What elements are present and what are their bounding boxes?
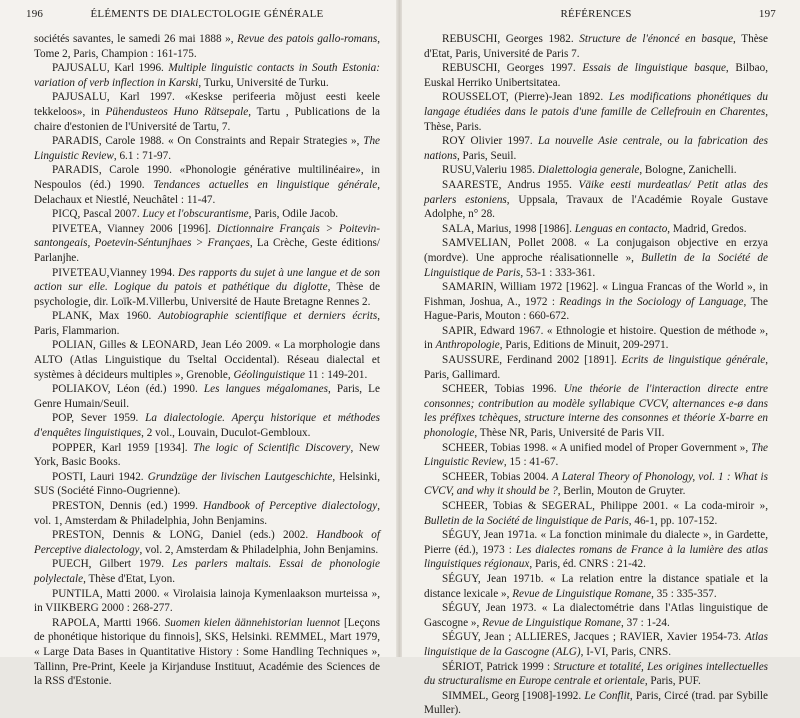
reference-text: , I-VI, Paris, CNRS.	[580, 645, 672, 658]
reference-title: Bulletin de la Société de linguistique de Paris	[424, 514, 629, 527]
reference-entry	[424, 280, 768, 324]
reference-entry	[424, 630, 768, 659]
reference-author: SÉGUY, Jean 1973.	[442, 602, 542, 615]
left-running-title: ÉLÉMENTS DE DIALECTOLOGIE GÉNÉRALE	[90, 8, 324, 20]
left-page-number: 196	[26, 8, 44, 20]
reference-title: Ecrits de linguistique générale	[621, 354, 766, 367]
reference-text: « On Constraints and Repair Strategies »,	[168, 135, 364, 148]
reference-author: SAARESTE, Andrus 1955.	[442, 178, 579, 191]
reference-author: SAMVELIAN, Pollet 2008.	[442, 237, 584, 250]
reference-entry	[424, 90, 768, 134]
reference-author: REBUSCHI, Georges 1997.	[442, 62, 583, 75]
reference-author: SÉRIOT, Patrick 1999 :	[442, 660, 554, 673]
reference-text: , 53-1 : 333-361.	[520, 266, 596, 279]
reference-text: , Bologne, Zanichelli.	[639, 164, 737, 177]
reference-title: Les modifications phonétiques du langage étudiées dans le patois d'une famille de Cellefrouin en Charentes	[424, 91, 768, 118]
reference-entry	[424, 660, 768, 689]
reference-title: A Lateral Theory of Phonology, vol. 1 : What is CVCV, and why it should be ?	[424, 470, 768, 498]
reference-author: RAPOLA, Martti 1966.	[52, 616, 165, 629]
reference-text: , Paris, Gallimard.	[424, 354, 768, 381]
reference-text: , Thèse de psychologie, dir. Loïk-M.Villerbu, Université de Haute Bretagne Rennes 2.	[34, 281, 380, 308]
reference-author: RUSU,Valeriu 1985.	[442, 164, 538, 177]
reference-title: Lucy et l'obscurantisme	[142, 208, 249, 221]
reference-title: Suomen kielen äännehistorian luennot	[164, 616, 340, 629]
reference-text: , Thèse d'Etat, Paris, Université de Paris 7.	[424, 33, 768, 60]
reference-title: Structure et totalité, Les origines intellectuelles du structuralisme en Europe centrale et orientale	[424, 660, 769, 688]
reference-text: , Berlin, Mouton de Gruyter.	[557, 485, 686, 498]
right-running-head	[424, 8, 776, 26]
reference-title: Readings in the Sociology of Language	[559, 295, 744, 308]
reference-text: , Thèse d'Etat, Lyon.	[83, 572, 175, 585]
reference-title: Handbook of Perceptive dialectology	[34, 529, 381, 556]
reference-text: « La fonction minimale du dialecte », in Gardette, Pierre (éd.), 1973 :	[424, 529, 768, 556]
reference-title: Les langues mégalomanes	[203, 383, 328, 396]
reference-title: Les parlers maltais. Essai de phonologie polylectale	[34, 558, 381, 585]
left-reference-list	[34, 32, 380, 689]
reference-text: , 46-1, pp. 107-152.	[628, 514, 718, 527]
reference-author: SCHEER, Tobias 2004.	[442, 470, 552, 483]
reference-entry	[424, 134, 768, 163]
reference-text: , Paris, Seuil.	[456, 149, 517, 162]
reference-title: Une théorie de l'interaction directe entre consonnes; contribution au modèle syllabique CVCV, alternances e-ø dans les préfixes tchèques, structure interne des consonnes et théorie X-barre en phonologie	[424, 383, 769, 440]
reference-text: , Paris, Editions de Minuit, 209-2971.	[499, 339, 669, 352]
reference-entry	[424, 353, 768, 382]
reference-author: SÉGUY, Jean 1971a.	[442, 529, 541, 542]
reference-text: , The Hague-Paris, Mouton : 660-672.	[424, 295, 768, 323]
reference-text: , Bilbao, Euskal Herriko Unibertsitatea.	[424, 62, 768, 89]
reference-author: SÉGUY, Jean 1971b.	[442, 572, 550, 585]
reference-entry	[34, 528, 380, 557]
reference-text: «Keskse perifeeria mõjust eesti keele tekkeloos», in	[34, 91, 380, 118]
reference-author: SCHEER, Tobias & SEGERAL, Philippe 2001.	[442, 500, 674, 512]
reference-text: « La dialectométrie dans l'Atlas linguistique de Gascogne »,	[424, 602, 768, 629]
reference-entry	[34, 411, 380, 440]
reference-author: POPPER, Karl 1959 [1934].	[52, 441, 194, 454]
right-page-number: 197	[758, 8, 776, 20]
reference-author: PUECH, Gilbert 1979.	[52, 558, 172, 571]
reference-title: La dialectologie. Aperçu historique et méthodes d'enquêtes linguistiques	[34, 412, 380, 440]
reference-entry	[34, 309, 380, 338]
reference-author: POLIAN, Gilles & LEONARD, Jean Léo 2009.	[52, 339, 275, 352]
reference-entry	[424, 222, 768, 237]
reference-entry	[34, 338, 380, 382]
reference-author: SAMARIN, William 1972 [1962].	[442, 281, 603, 294]
reference-author: PIVETEAU,Vianney 1994.	[52, 266, 178, 279]
reference-entry	[34, 90, 380, 134]
reference-text: , 15 : 41-67.	[503, 456, 559, 469]
reference-entry	[424, 178, 768, 222]
left-running-head	[26, 8, 380, 26]
right-running-title: RÉFÉRENCES	[560, 8, 632, 20]
reference-text: «Phonologie générative multilinéaire», in Nespoulos (éd.) 1990.	[34, 164, 380, 191]
reference-text: , 35 : 335-357.	[651, 587, 717, 600]
reference-author: SIMMEL, Georg [1908]-1992.	[442, 689, 585, 702]
reference-title: Structure de l'énoncé en basque	[579, 33, 734, 45]
reference-entry	[34, 163, 380, 207]
reference-title: Anthropologie	[435, 339, 500, 352]
reference-text: , Helsinki, SUS (Société Finno-Ougrienne).	[34, 470, 380, 498]
reference-title: Les dialectes romans de France à la lumière des atlas linguistiques régionaux	[424, 543, 768, 571]
reference-title: Atlas linguistique de la Gascogne (ALG)	[424, 631, 768, 658]
reference-title: Lenguas en contacto	[574, 222, 668, 235]
reference-text: , vol. 1, Amsterdam & Philadelphia, John Benjamins.	[34, 500, 380, 527]
reference-title: The logic of Scientific Discovery	[193, 441, 351, 454]
reference-author: POLIAKOV, Léon (éd.) 1990.	[52, 383, 204, 396]
reference-author: SAPIR, Edward 1967.	[442, 324, 547, 337]
reference-entry	[424, 689, 768, 718]
right-page	[402, 0, 800, 717]
reference-author: ROY Olivier 1997.	[442, 135, 539, 148]
reference-text: « La coda-miroir »,	[673, 500, 768, 512]
right-reference-list	[424, 32, 768, 718]
reference-entry	[424, 324, 768, 353]
reference-entry	[34, 499, 380, 528]
reference-title: Handbook of Perceptive dialectology	[203, 500, 378, 512]
reference-author: SALA, Marius, 1998 [1986].	[442, 222, 575, 235]
reference-title: Le Conflit	[584, 689, 630, 702]
reference-text: , 2 vol., Louvain, Duculot-Gembloux.	[141, 427, 311, 440]
reference-title: Revue de Linguistique Romane	[482, 616, 621, 629]
reference-author: PICQ, Pascal 2007.	[52, 208, 143, 221]
reference-text: « Virolaisia lainoja Kymenlaakson murteissa », in VIIKBERG 2000 : 268-277.	[34, 587, 381, 615]
reference-author: PAJUSALU, Karl 1996.	[52, 62, 169, 75]
reference-title: Pühendusteos Huno Rätsepale	[105, 105, 249, 118]
reference-entry	[34, 470, 380, 499]
reference-entry	[34, 207, 380, 222]
reference-author: POP, Sever 1959.	[52, 412, 146, 425]
reference-entry	[34, 32, 380, 61]
reference-text: , Madrid, Gredos.	[667, 222, 747, 235]
reference-author: ROUSSELOT, (Pierre)-Jean 1892.	[442, 91, 609, 104]
reference-entry	[34, 557, 380, 586]
reference-author: PARADIS, Carole 1990.	[52, 164, 180, 177]
reference-text: , Tartu , Publications de la chaire d'estonien de l'Université de Tartu, 7.	[34, 105, 380, 133]
reference-entry	[34, 616, 380, 689]
reference-title: Väike eesti murdeatlas/ Petit atlas des parlers estoniens	[424, 178, 768, 206]
reference-title: Dictionnaire Français > Poitevin-santongeais, Poetevin-Séntunjhaes > Françaes	[34, 222, 380, 250]
reference-title: Grundzüge der livischen Lautgeschichte	[147, 470, 333, 483]
reference-author: PRESTON, Dennis (ed.) 1999.	[52, 500, 204, 512]
reference-title: Bulletin de la Société de Linguistique de Paris	[424, 251, 768, 279]
reference-author: SCHEER, Tobias 1998.	[442, 441, 552, 454]
reference-entry	[34, 61, 380, 90]
reference-author: SCHEER, Tobias 1996.	[442, 383, 564, 396]
reference-title: The Linguistic Review	[34, 135, 380, 162]
reference-text: , Delachaux et Niestlé, Neuchâtel : 11-47.	[34, 178, 380, 206]
reference-title: Essais de linguistique basque	[582, 62, 726, 75]
reference-author: PAJUSALU, Karl 1997.	[52, 91, 185, 104]
reference-text: , 37 : 1-24.	[621, 616, 670, 629]
reference-title: Dialettologia generale	[537, 164, 640, 177]
reference-text: , Tome 2, Paris, Champion : 161-175.	[34, 33, 380, 60]
reference-text: , New York, Basic Books.	[34, 441, 380, 469]
reference-text: 11 : 149-201.	[304, 368, 368, 381]
reference-entry	[424, 601, 768, 630]
reference-author: SÉGUY, Jean ; ALLIERES, Jacques ; RAVIER, Xavier 1954-73.	[442, 631, 745, 644]
reference-author: PUNTILA, Matti 2000.	[52, 587, 164, 600]
reference-author: PIVETEA, Vianney 2006 [1996].	[52, 222, 217, 235]
reference-text: , Uppsala, Travaux de l'Académie Royale Gustave Adolphe, n° 28.	[424, 193, 768, 221]
reference-text: [Leçons de phonétique historique du finnois], SKS, Helsinki. REMMEL, Mart 1979, « Large Data Bases in Quantitative History : Some Handling Techniques », Tallinn, Pre-Print, Keele ja Kirjanduse Instituut, Académie des Sciences de la RSS d'Estonie.	[34, 616, 380, 688]
reference-entry	[424, 163, 768, 178]
reference-entry	[424, 528, 768, 572]
reference-text: , Paris, éd. CNRS : 21-42.	[529, 558, 646, 571]
reference-entry	[424, 499, 768, 528]
reference-entry	[424, 441, 768, 470]
reference-entry	[34, 222, 380, 266]
reference-text: « La morphologie dans ALTO (Atlas Linguistique du Tseltal Occidental). Réseau dialectal et systèmes à décideurs multiples », Grenoble,	[34, 339, 380, 381]
reference-text: , vol. 2, Amsterdam & Philadelphia, John Benjamins.	[139, 543, 379, 556]
reference-text: , Turku, Université de Turku.	[198, 76, 329, 89]
reference-author: PARADIS, Carole 1988.	[52, 135, 168, 148]
reference-entry	[424, 236, 768, 280]
reference-entry	[424, 61, 768, 90]
reference-author: REBUSCHI, Georges 1982.	[442, 33, 580, 45]
reference-text: , Paris, Odile Jacob.	[248, 208, 339, 221]
reference-entry	[34, 266, 380, 310]
reference-title: La nouvelle Asie centrale, ou la fabrication des nations	[424, 135, 768, 162]
reference-entry	[424, 470, 768, 499]
reference-title: Autobiographie scientifique et derniers écrits	[158, 310, 378, 323]
reference-title: Géolinguistique	[233, 368, 305, 381]
reference-title: Multiple linguistic contacts in South Estonia: variation of verb inflection in Karski	[34, 62, 380, 89]
reference-text: « La relation entre la distance spatiale et la distance lexicale »,	[424, 572, 768, 600]
reference-entry	[424, 572, 768, 601]
reference-text: , Paris, Circé (trad. par Sybille Muller).	[424, 689, 768, 717]
reference-text: « La conjugaison objective en erzya (mordve). Une approche réalisationnelle »,	[424, 237, 768, 264]
reference-entry	[424, 32, 768, 61]
reference-text: sociétés savantes, le samedi 26 mai 1888 »,	[34, 33, 238, 45]
reference-text: , Thèse NR, Paris, Université de Paris VII.	[474, 427, 665, 440]
reference-text: « A unified model of Proper Government »,	[551, 441, 752, 454]
reference-title: Revue des patois gallo-romans	[237, 33, 378, 45]
reference-text: , Paris, PUF.	[644, 675, 701, 688]
reference-author: PRESTON, Dennis & LONG, Daniel (eds.) 2002.	[52, 529, 317, 542]
reference-text: « Lingua Francas of the World », in Fishman, Joshua, A., 1972 :	[424, 281, 768, 308]
left-page	[0, 0, 398, 688]
reference-entry	[424, 382, 768, 440]
reference-author: PLANK, Max 1960.	[52, 310, 159, 323]
reference-text: , Thèse, Paris.	[424, 105, 768, 133]
reference-text: , La Crèche, Geste éditions/ Parlanjhe.	[34, 237, 380, 264]
reference-text: , 6.1 : 71-97.	[113, 149, 172, 162]
reference-text: , Paris, Flammarion.	[34, 310, 380, 337]
reference-title: Tendances actuelles en linguistique générale	[153, 178, 378, 191]
reference-title: Des rapports du sujet à une langue et de son action sur elle. Logique du patois et pathétique du diglotte	[34, 266, 380, 294]
reference-title: Revue de Linguistique Romane	[512, 587, 652, 600]
reference-title: The Linguistic Review	[424, 441, 768, 469]
reference-entry	[34, 134, 380, 163]
reference-entry	[34, 587, 380, 616]
reference-entry	[34, 382, 380, 411]
reference-text: , Paris, Le Genre Humain/Seuil.	[34, 383, 380, 410]
reference-author: POSTI, Lauri 1942.	[52, 470, 148, 483]
reference-text: « Ethnologie et histoire. Question de méthode », in	[424, 324, 768, 352]
reference-author: SAUSSURE, Ferdinand 2002 [1891].	[442, 354, 622, 367]
reference-entry	[34, 441, 380, 470]
